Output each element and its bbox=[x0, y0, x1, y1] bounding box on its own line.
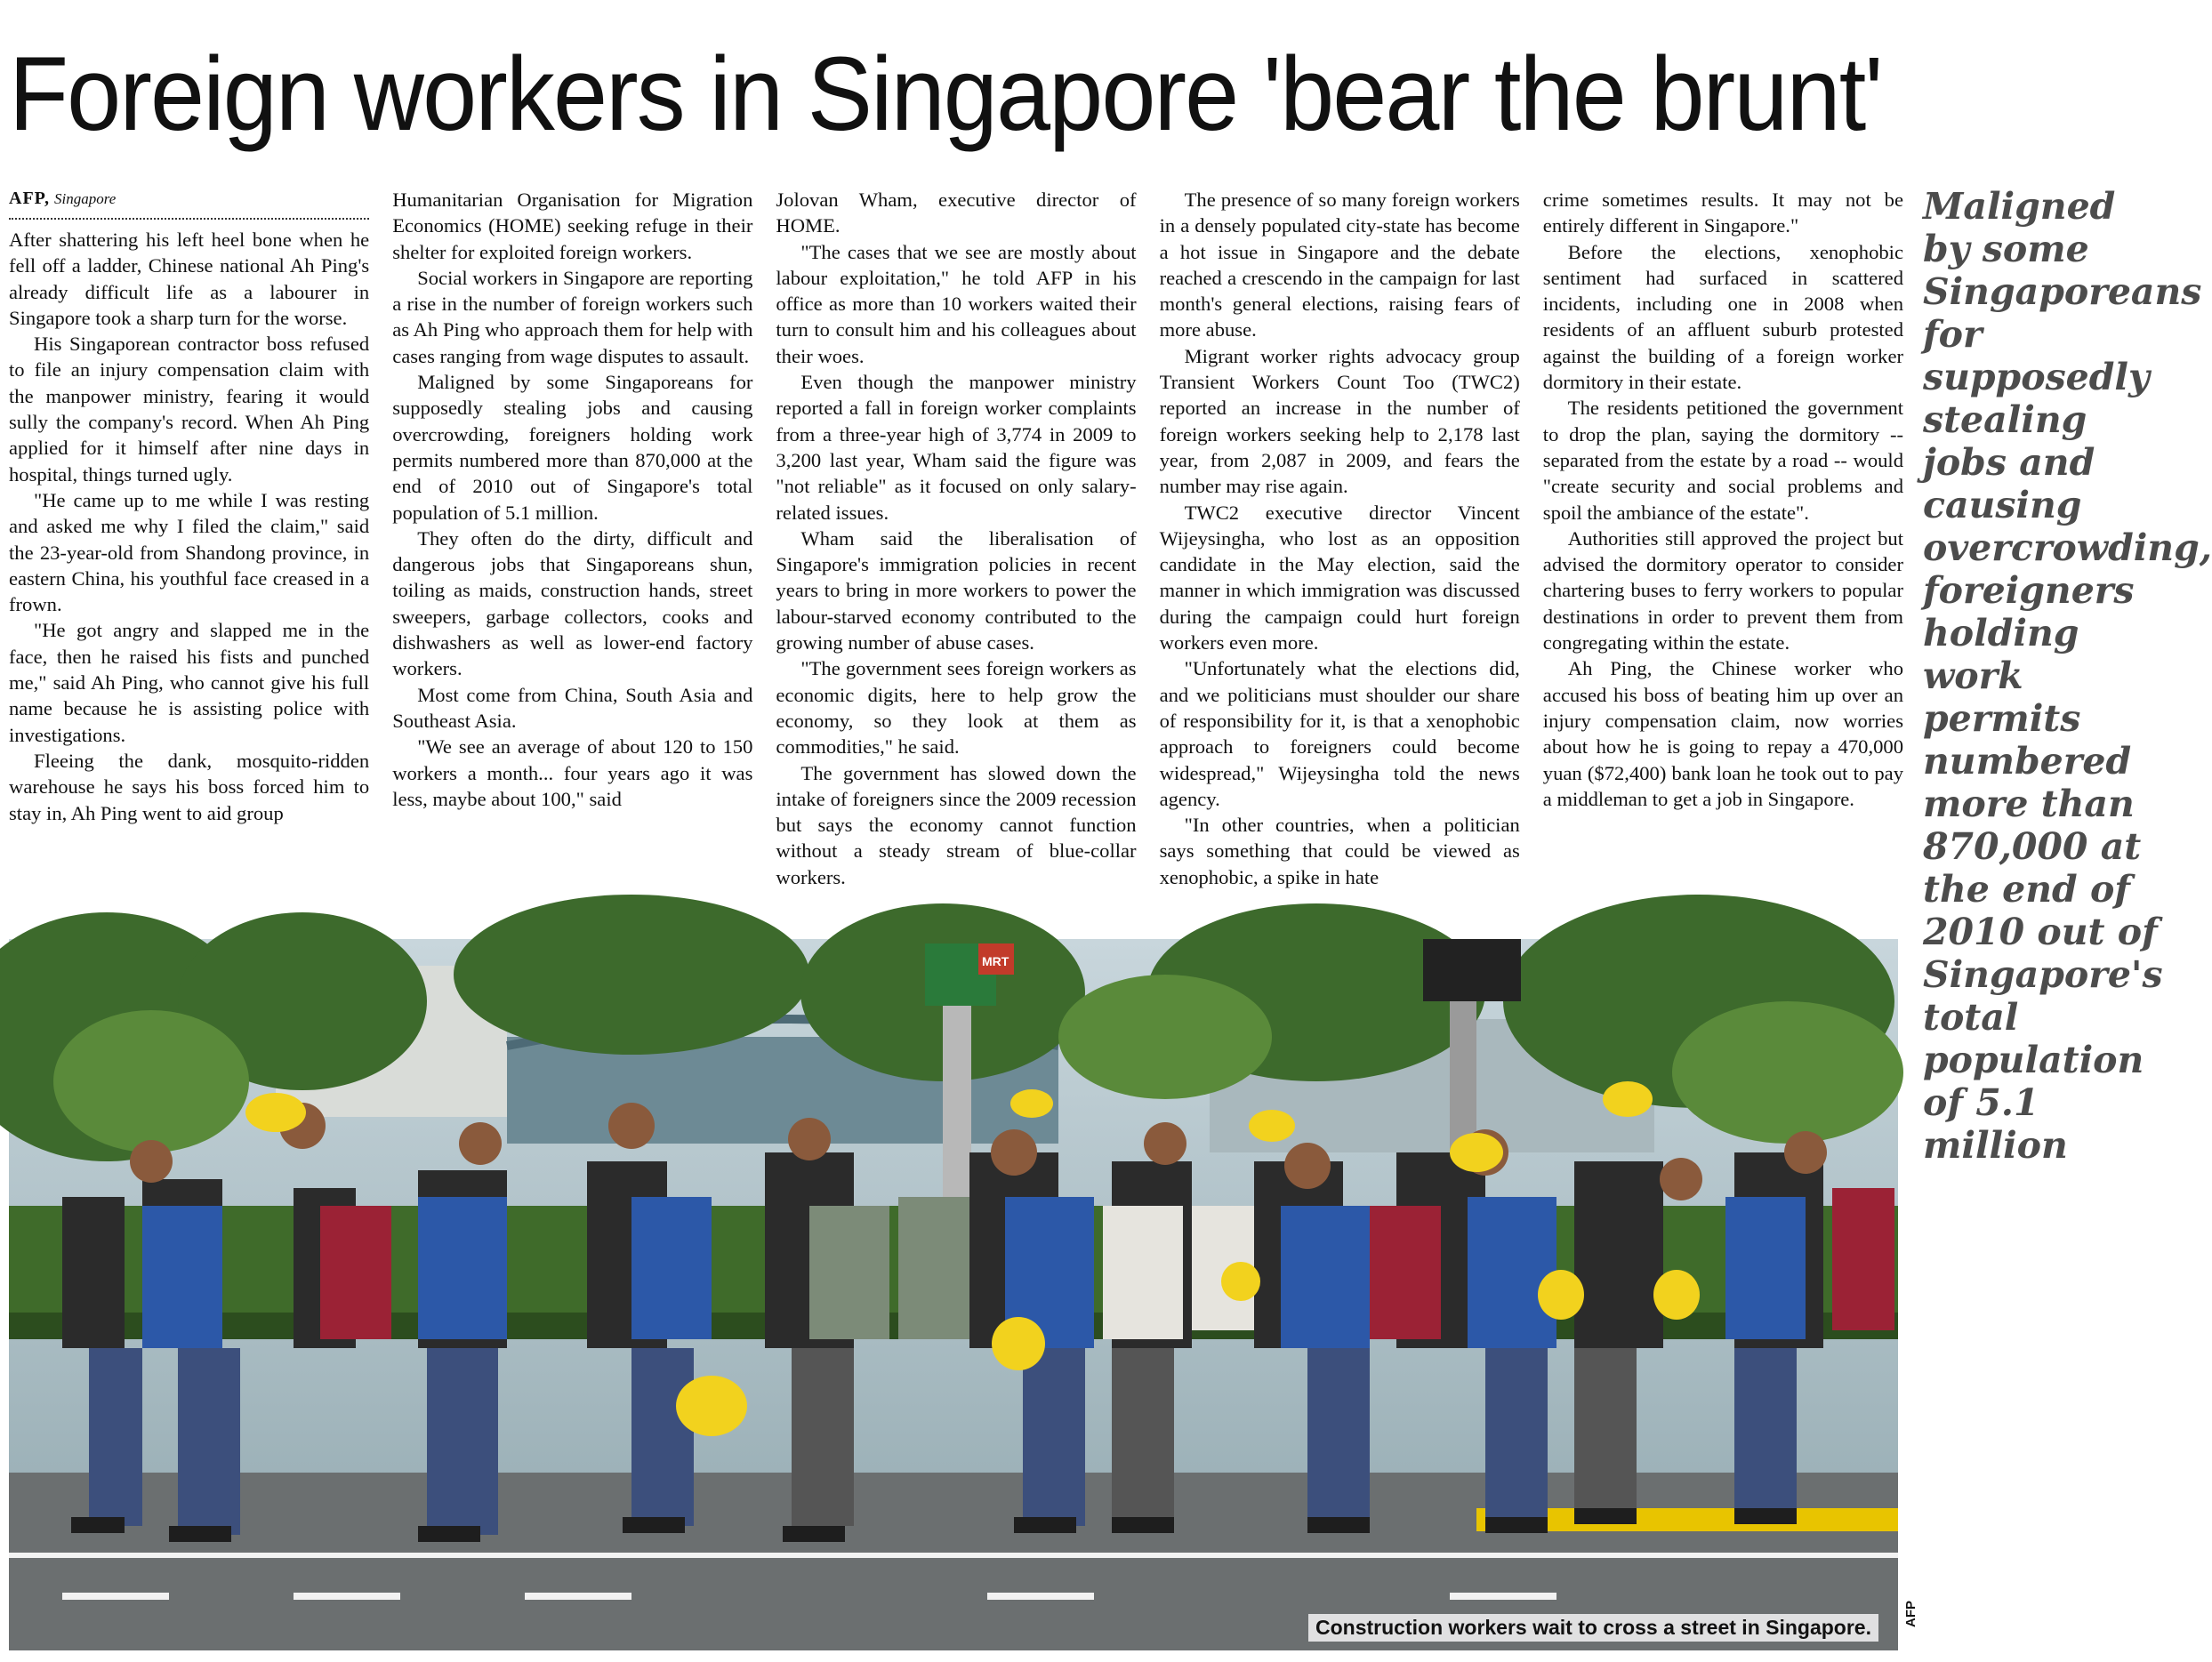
paragraph: The residents petitioned the government to drop the plan, saying the dormitory -- separated from the estate by a road -- would "create security and social problems and spoil the ambiance of the estate". bbox=[1542, 397, 1903, 524]
headline: Foreign workers in Singapore 'bear the brunt' bbox=[9, 36, 1882, 153]
paragraph: Social workers in Singapore are reporting a rise in the number of foreign workers such as Ah Ping who approach them for help with cases ranging from wage disputes to assault. bbox=[392, 266, 753, 367]
paragraph: Before the elections, xenophobic sentiment had surfaced in scattered incidents, including one in 2008 when residents of an affluent suburb protested against the building of a foreign worker dormitory in their estate. bbox=[1542, 240, 1903, 394]
paragraph: Wham said the liberalisation of Singapore's immigration policies in recent years to bring in more workers to power the labour-starved economy contributed to the growing number of abuse cases. bbox=[776, 526, 1137, 654]
paragraph: crime sometimes results. It may not be entirely different in Singapore." bbox=[1542, 189, 1903, 237]
paragraph: "The cases that we see are mostly about labour exploitation," he told AFP in his office as more than 10 workers waited their turn to consult him and his colleagues about their woes. bbox=[776, 240, 1137, 367]
byline-place: Singapore bbox=[54, 190, 117, 207]
paragraph: Most come from China, South Asia and Southeast Asia. bbox=[392, 683, 753, 732]
byline-divider bbox=[9, 216, 369, 220]
paragraph: Ah Ping, the Chinese worker who accused his boss of beating him up over an injury compensation claim, now worries about how he is going to repay a 470,000 yuan ($72,400) bank loan he took out to pay a middleman to get a job in Singapore. bbox=[1542, 657, 1903, 810]
paragraph: Even though the manpower ministry reported a fall in foreign worker complaints from a three-year high of 3,774 in 2009 to 3,200 last year, Wham said the figure was "not reliable" as it focused on only salary-related issues. bbox=[776, 371, 1137, 524]
paragraph: "We see an average of about 120 to 150 workers a month... four years ago it was less, maybe about 100," said bbox=[392, 735, 753, 810]
paragraph: Migrant worker rights advocacy group Transient Workers Count Too (TWC2) reported an increase in the number of foreign workers seeking help to 2,178 last year, from 2,087 in 2009, and fears the number may rise again. bbox=[1159, 344, 1520, 498]
photo-credit: AFP bbox=[1903, 1601, 1918, 1627]
news-photo bbox=[9, 939, 1898, 1650]
paragraph: "The government sees foreign workers as economic digits, here to help grow the economy, so they look at them as commodities," he said. bbox=[776, 657, 1137, 759]
column-5 bbox=[1543, 187, 1903, 916]
paragraph: TWC2 executive director Vincent Wijeysingha, who lost as an opposition candidate in the May election, said the manner in which immigration was discussed during the campaign could hurt foreign workers even more. bbox=[1159, 501, 1520, 654]
paragraph: The government has slowed down the intake of foreigners since the 2009 recession but says the economy cannot function without a steady stream of blue-collar workers. bbox=[776, 761, 1137, 888]
byline-agency: AFP, bbox=[9, 189, 51, 208]
column-2 bbox=[392, 187, 752, 916]
byline bbox=[9, 187, 369, 211]
street-scene-illustration bbox=[9, 939, 1898, 1650]
paragraph: They often do the dirty, difficult and dangerous jobs that Singaporeans shun, toiling as maids, construction hands, street sweepers, garbage collectors, cooks and dishwashers as well as lower-end factory workers. bbox=[392, 526, 753, 680]
paragraph: "He came up to me while I was resting and asked me why I filed the claim," said the 23-year-old from Shandong province, in eastern China, his youthful face creased in a frown. bbox=[9, 488, 370, 616]
column-4 bbox=[1160, 187, 1520, 916]
paragraph: Fleeing the dank, mosquito-ridden warehouse he says his boss forced him to stay in, Ah Ping went to aid group bbox=[9, 749, 370, 824]
article-body bbox=[9, 187, 1903, 916]
column-1 bbox=[9, 187, 369, 916]
paragraph: Humanitarian Organisation for Migration Economics (HOME) seeking refuge in their shelter for exploited foreign workers. bbox=[392, 189, 753, 263]
paragraph: "Unfortunately what the elections did, and we politicians must shoulder our share of responsibility for it, is that a xenophobic approach to foreigners could become widespread," Wijeysingha told the news agency. bbox=[1159, 657, 1520, 810]
pull-quote: Maligned by some Singaporeans for supposedly stealing jobs and causing overcrowding, foreigners holding work permits numbered more than 870,000 at the end of 2010 out of Singapore's total population of 5.1 million bbox=[1923, 185, 2212, 1167]
mrt-sign-text: MRT bbox=[982, 954, 1009, 968]
paragraph: "He got angry and slapped me in the face, then he raised his fists and punched me," said Ah Ping, who cannot give his full name because he is assisting police with investigations. bbox=[9, 619, 370, 746]
paragraph: Authorities still approved the project but advised the dormitory operator to consider chartering buses to ferry workers to popular destinations in order to prevent them from congregating within the estate. bbox=[1542, 526, 1903, 654]
paragraph: Jolovan Wham, executive director of HOME. bbox=[776, 189, 1137, 237]
paragraph: After shattering his left heel bone when he fell off a ladder, Chinese national Ah Ping's already difficult life as a labourer in Singapore took a sharp turn for the worse. bbox=[9, 229, 370, 329]
paragraph: His Singaporean contractor boss refused to file an injury compensation claim with the manpower ministry, fearing it would sully the company's record. When Ah Ping applied for it himself after nine days in hospital, things turned ugly. bbox=[9, 333, 370, 486]
photo-caption: Construction workers wait to cross a street in Singapore. bbox=[1308, 1614, 1878, 1642]
paragraph: "In other countries, when a politician says something that could be viewed as xenophobic, a spike in hate bbox=[1159, 814, 1520, 888]
column-3 bbox=[776, 187, 1136, 916]
paragraph: The presence of so many foreign workers in a densely populated city-state has become a hot issue in Singapore and the debate reached a crescendo in the campaign for last month's general elections, raising fears of more abuse. bbox=[1159, 189, 1520, 341]
paragraph: Maligned by some Singaporeans for supposedly stealing jobs and causing overcrowding, foreigners holding work permits numbered more than 870,000 at the end of 2010 out of Singapore's total population of 5.1 million. bbox=[392, 371, 753, 524]
